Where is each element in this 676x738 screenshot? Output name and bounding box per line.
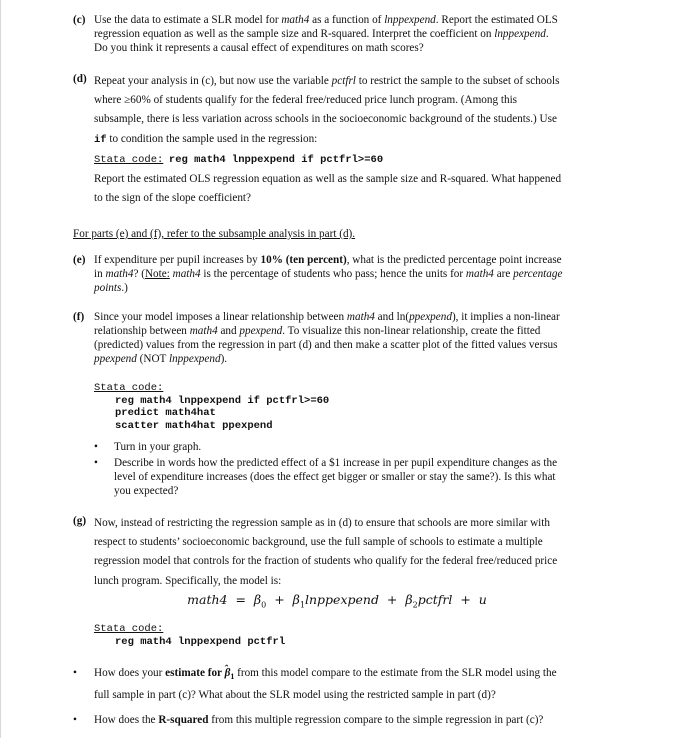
part-d-code: [94, 150, 601, 170]
part-c: [73, 13, 601, 55]
stata-code-line: predict math4hat: [115, 407, 216, 419]
part-e: [73, 253, 601, 295]
part-f-label: (f): [73, 311, 85, 323]
part-f: [73, 310, 601, 366]
part-c-label: (c): [73, 14, 86, 26]
question-beta1: [73, 664, 601, 706]
part-d: [73, 72, 601, 208]
part-f-code: [73, 382, 601, 432]
part-c-line-3: Do you think it represents a causal effect of expenditures on math scores?: [94, 42, 424, 54]
stata-code-header: Stata code:: [94, 153, 164, 166]
part-d-label: (d): [73, 73, 87, 85]
part-f-line-2: relationship between math4 and ppexpend. To visualize this non-linear relationship, create the fitted: [94, 325, 541, 337]
part-g: [73, 514, 601, 591]
part-c-line-2: regression equation as well as the sample size and R-squared. Interpret the coefficient on lnppexpend.: [94, 28, 549, 40]
part-f-line-1: Since your model imposes a linear relationship between math4 and ln(ppexpend), it implies a non-linear: [94, 311, 560, 323]
stata-code-line: reg math4 lnppexpend if pctfrl>=60: [115, 394, 330, 407]
part-g-code: [73, 623, 601, 648]
subsample-note: For parts (e) and (f), refer to the subsample analysis in part (d).: [73, 228, 356, 240]
part-g-line-4: lunch program. Specifically, the model is:: [94, 574, 282, 587]
part-f-line-4: ppexpend (NOT lnppexpend).: [94, 353, 228, 365]
list-item: • How does the R-squared from this multiple regression compare to the simple regression in part (c)?: [73, 713, 601, 727]
stata-code-header: Stata code:: [94, 382, 164, 394]
part-d-line-7: to the sign of the slope coefficient?: [94, 192, 251, 205]
part-g-line-1: Now, instead of restricting the regression sample as in (d) to ensure that schools are more similar with: [94, 517, 550, 529]
part-c-line-1: Use the data to estimate a SLR model for math4 as a function of lnppexpend. Report the estimated OLS: [94, 14, 558, 26]
part-f-line-3: (predicted) values from the regression in part (d) and then make a scatter plot of the fitted values versus: [94, 339, 558, 351]
list-item: • Describe in words how the predicted effect of a $1 increase in per pupil expenditure changes as the level of expenditure increases (does the effect get bigger or smaller or stay the same?). Is this what you expected?: [94, 456, 601, 498]
list-item: • Turn in your graph.: [94, 440, 601, 454]
part-e-label: (e): [73, 254, 86, 266]
part-d-line-6: Report the estimated OLS regression equation as well as the sample size and R-squared. What happened: [94, 173, 562, 186]
part-e-line-1: If expenditure per pupil increases by 10% (ten percent), what is the predicted percentage point increase: [94, 254, 562, 266]
part-d-line-4: if to condition the sample used in the regression:: [94, 132, 318, 146]
stata-code-line: reg math4 lnppexpend if pctfrl>=60: [168, 153, 384, 166]
part-e-line-3: points.): [94, 282, 128, 294]
stata-code-header: Stata code:: [94, 623, 164, 635]
part-d-line-3: subsample, there is less variation across schools in the socioeconomic background of the students.) Use: [94, 113, 557, 126]
part-e-line-2: in math4? (Note: math4 is the percentage of students who pass; hence the units for math4 are percentage: [94, 268, 563, 280]
model-equation: math4 = $\beta_0$ + $\beta_1lnppexpend$ + $\beta_2pctfrl + u$: [187, 592, 487, 610]
part-f-bullets: [73, 440, 601, 498]
question-r-squared: [73, 713, 601, 727]
part-d-line-1: Repeat your analysis in (c), but now use the variable pctfrl to restrict the sample to the subset of schools: [94, 75, 560, 87]
list-item: • How does your estimate for β $_1$ from this model compare to the estimate from the SLR model using the full sample in part (c)? What about the SLR model using the restricted sample in part (d)?: [73, 664, 601, 706]
part-g-line-2: respect to students’ socioeconomic background, use the full sample of schools to estimate a multiple: [94, 536, 543, 549]
stata-code-line: reg math4 lnppexpend pctfrl: [115, 635, 286, 648]
part-d-line-2: where ≥60% of students qualify for the federal free/reduced price lunch program. (Among this: [94, 94, 518, 107]
stata-code-line: scatter math4hat ppexpend: [115, 419, 273, 432]
part-g-label: (g): [73, 515, 87, 527]
part-g-line-3: regression model that controls for the fraction of students who qualify for the federal free/reduced price: [94, 555, 558, 568]
